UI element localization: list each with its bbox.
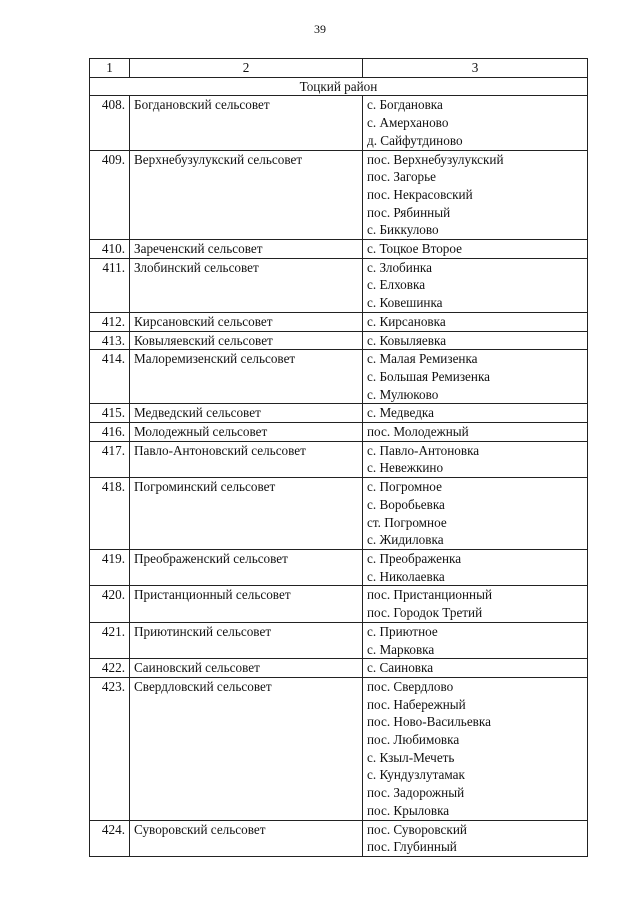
table-row — [90, 549, 588, 585]
settlements-cell — [363, 96, 588, 150]
settlement-name: с. Ковыляевка — [367, 332, 447, 348]
council-name: Павло-Антоновский сельсовет — [130, 441, 363, 477]
row-number: 414. — [90, 350, 130, 404]
column-header: 1 — [90, 59, 130, 78]
settlements-cell — [363, 549, 588, 585]
council-name: Злобинский сельсовет — [130, 258, 363, 312]
settlement-name: с. Приютное — [367, 623, 438, 639]
row-number: 420. — [90, 586, 130, 622]
table-row — [90, 240, 588, 259]
settlements-cell — [363, 677, 588, 820]
council-name: Пристанционный сельсовет — [130, 586, 363, 622]
table-row — [90, 586, 588, 622]
district-row — [90, 77, 588, 96]
council-name: Суворовский сельсовет — [130, 820, 363, 856]
settlement-name: пос. Ново-Васильевка — [367, 714, 491, 730]
council-name: Медведский сельсовет — [130, 404, 363, 423]
row-number: 415. — [90, 404, 130, 423]
column-header: 3 — [363, 59, 588, 78]
settlement-name: пос. Загорье — [367, 169, 437, 185]
settlement-name: с. Саиновка — [367, 660, 434, 676]
settlements-cell — [363, 659, 588, 678]
settlement-name: с. Злобинка — [367, 259, 432, 275]
table-row — [90, 441, 588, 477]
table-row — [90, 622, 588, 658]
settlement-name: с. Преображенка — [367, 550, 462, 566]
council-name: Богдановский сельсовет — [130, 96, 363, 150]
settlement-name: пос. Суворовский — [367, 821, 467, 837]
settlement-name: с. Воробьевка — [367, 496, 445, 512]
settlement-name: с. Амерханово — [367, 115, 449, 131]
settlement-name: с. Биккулово — [367, 222, 439, 238]
settlement-name: с. Павло-Антоновка — [367, 442, 480, 458]
settlement-name: пос. Крыловка — [367, 802, 450, 818]
settlement-name: с. Кундузлутамак — [367, 767, 465, 783]
settlement-name: пос. Рябинный — [367, 204, 451, 220]
council-name: Саиновский сельсовет — [130, 659, 363, 678]
table-row — [90, 677, 588, 820]
settlement-name: с. Николаевка — [367, 568, 445, 584]
council-name: Кирсановский сельсовет — [130, 312, 363, 331]
row-number: 424. — [90, 820, 130, 856]
row-number: 423. — [90, 677, 130, 820]
settlements-cell — [363, 150, 588, 240]
settlement-name: с. Кзыл-Мечеть — [367, 749, 455, 765]
row-number: 409. — [90, 150, 130, 240]
row-number: 422. — [90, 659, 130, 678]
council-name: Зареченский сельсовет — [130, 240, 363, 259]
row-number: 408. — [90, 96, 130, 150]
row-number: 413. — [90, 331, 130, 350]
settlement-name: пос. Набережный — [367, 696, 466, 712]
table-row — [90, 312, 588, 331]
settlement-name: с. Жидиловка — [367, 532, 444, 548]
settlement-name: пос. Задорожный — [367, 785, 465, 801]
settlement-name: пос. Верхнебузулукский — [367, 151, 504, 167]
council-name: Погроминский сельсовет — [130, 478, 363, 550]
column-header: 2 — [130, 59, 363, 78]
settlement-name: с. Ковешинка — [367, 295, 443, 311]
council-name: Молодежный сельсовет — [130, 423, 363, 442]
row-number: 419. — [90, 549, 130, 585]
settlements-cell — [363, 350, 588, 404]
settlement-name: с. Медведка — [367, 405, 434, 421]
settlements-cell — [363, 441, 588, 477]
council-name: Преображенский сельсовет — [130, 549, 363, 585]
row-number: 421. — [90, 622, 130, 658]
settlement-name: с. Мулюково — [367, 386, 439, 402]
settlement-name: пос. Молодежный — [367, 424, 469, 440]
settlement-name: с. Тоцкое Второе — [367, 241, 462, 257]
row-number: 416. — [90, 423, 130, 442]
settlements-cell — [363, 312, 588, 331]
settlements-cell — [363, 331, 588, 350]
header-row — [90, 59, 588, 78]
table-row — [90, 423, 588, 442]
row-number: 418. — [90, 478, 130, 550]
settlements-cell — [363, 478, 588, 550]
table-row — [90, 820, 588, 856]
settlements-cell — [363, 258, 588, 312]
settlement-name: с. Большая Ремизенка — [367, 368, 491, 384]
settlement-name: с. Елховка — [367, 277, 426, 293]
row-number: 417. — [90, 441, 130, 477]
settlement-name: пос. Городок Третий — [367, 605, 483, 621]
settlement-name: с. Малая Ремизенка — [367, 351, 478, 367]
settlements-cell — [363, 404, 588, 423]
settlement-name: ст. Погромное — [367, 514, 447, 530]
table-row — [90, 150, 588, 240]
table-row — [90, 659, 588, 678]
page-number: 39 — [314, 22, 326, 36]
settlement-name: с. Богдановка — [367, 97, 443, 113]
council-name: Верхнебузулукский сельсовет — [130, 150, 363, 240]
council-name: Ковыляевский сельсовет — [130, 331, 363, 350]
row-number: 411. — [90, 258, 130, 312]
settlements-table — [89, 58, 588, 857]
settlements-cell — [363, 240, 588, 259]
table-row — [90, 96, 588, 150]
row-number: 412. — [90, 312, 130, 331]
settlements-cell — [363, 820, 588, 856]
settlement-name: с. Невежкино — [367, 460, 444, 476]
settlement-name: с. Марковка — [367, 641, 435, 657]
district-name: Тоцкий район — [90, 77, 588, 96]
council-name: Малоремизенский сельсовет — [130, 350, 363, 404]
settlement-name: пос. Некрасовский — [367, 186, 473, 202]
council-name: Свердловский сельсовет — [130, 677, 363, 820]
row-number: 410. — [90, 240, 130, 259]
settlement-name: пос. Свердлово — [367, 678, 454, 694]
table-row — [90, 404, 588, 423]
settlement-name: пос. Глубинный — [367, 839, 457, 855]
settlement-name: пос. Пристанционный — [367, 587, 493, 603]
settlement-name: с. Кирсановка — [367, 313, 446, 329]
table-row — [90, 350, 588, 404]
table-row — [90, 258, 588, 312]
settlements-cell — [363, 586, 588, 622]
settlement-name: с. Погромное — [367, 479, 442, 495]
settlement-name: д. Сайфутдиново — [367, 132, 463, 148]
settlements-cell — [363, 423, 588, 442]
settlements-cell — [363, 622, 588, 658]
settlement-name: пос. Любимовка — [367, 732, 460, 748]
council-name: Приютинский сельсовет — [130, 622, 363, 658]
table-row — [90, 478, 588, 550]
table-row — [90, 331, 588, 350]
